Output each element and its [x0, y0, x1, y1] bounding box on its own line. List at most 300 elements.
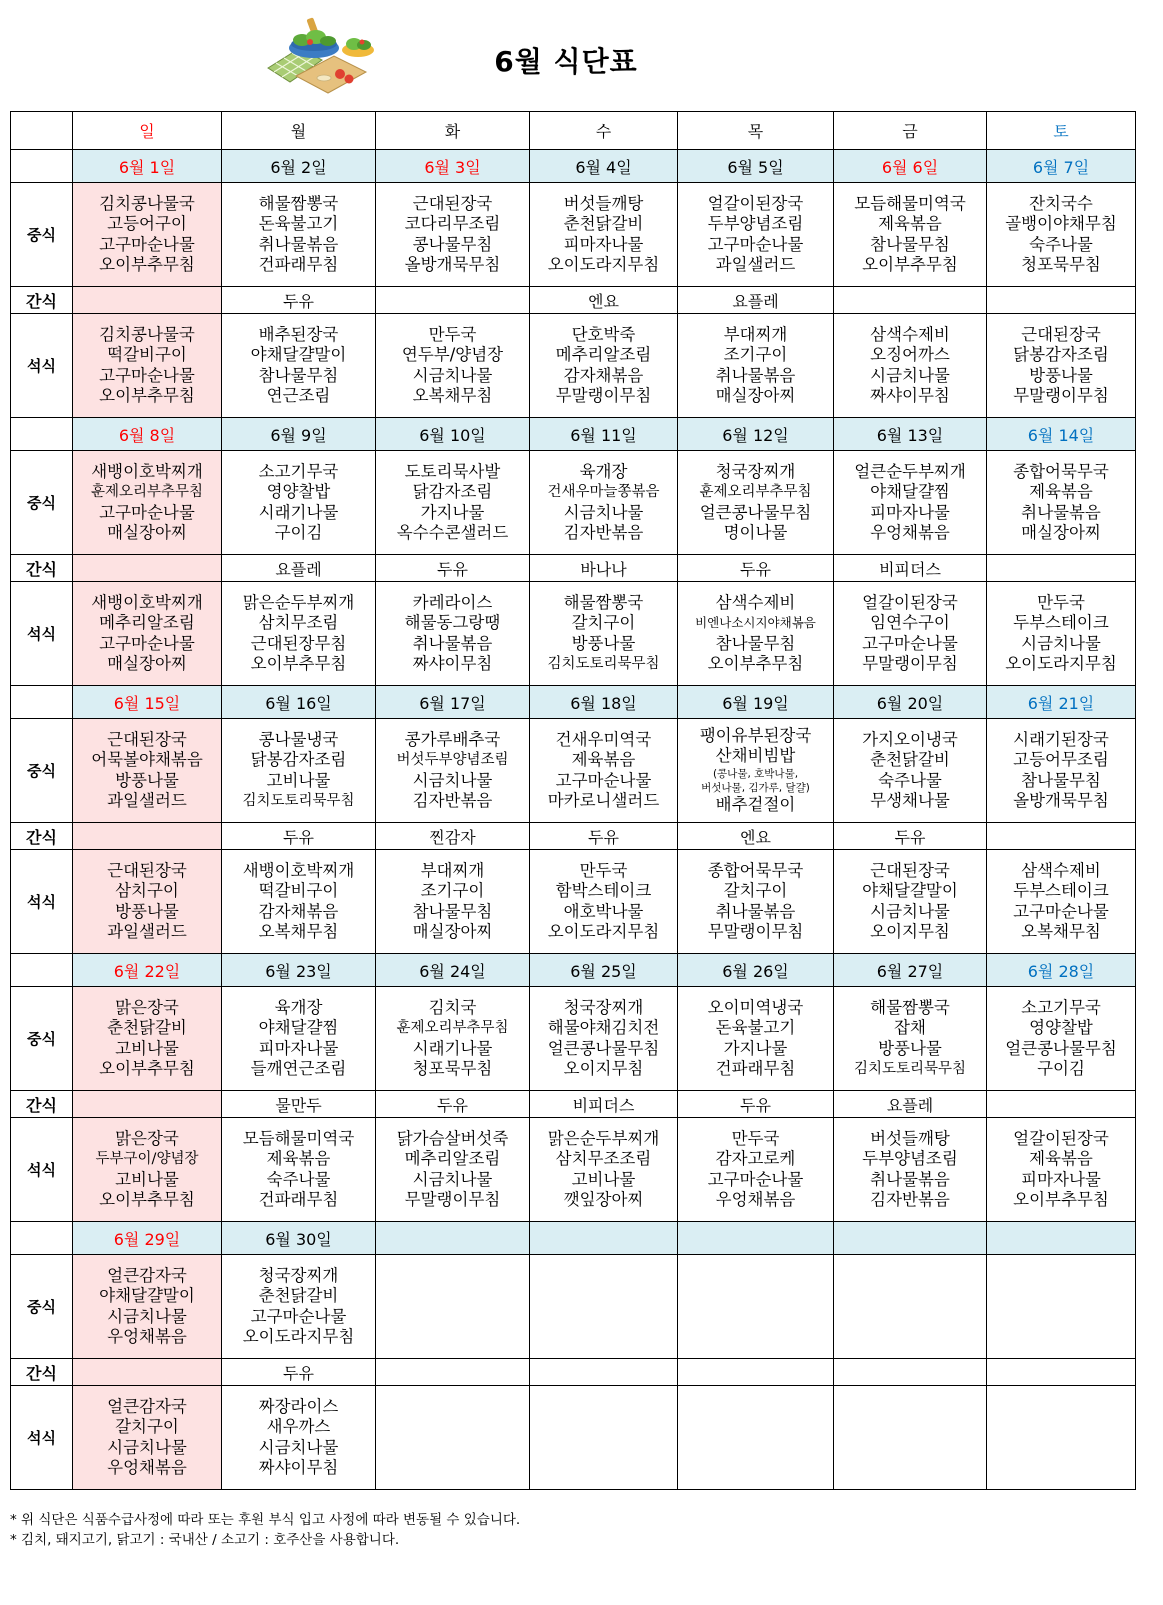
menu-item: 고구마순나물	[707, 1169, 804, 1189]
dinner-cell	[834, 850, 987, 954]
corner-cell	[11, 112, 73, 150]
menu-item: 새뱅이호박찌개	[91, 592, 203, 612]
date-cell: 6월 14일	[987, 418, 1136, 451]
menu-item: 맑은순두부찌개	[547, 1128, 660, 1148]
lunch-cell	[530, 987, 678, 1091]
menu-item: 종합어묵무국	[707, 860, 804, 880]
lunch-cell	[376, 1255, 530, 1359]
menu-item: 두부양념조림	[862, 1149, 958, 1168]
dinner-cell	[987, 314, 1136, 418]
dinner-cell	[73, 850, 222, 954]
menu-item: 새뱅이호박찌개	[91, 461, 203, 481]
snack-cell	[987, 1359, 1136, 1386]
snack-cell	[376, 287, 530, 314]
menu-item: 가지오이냉국	[862, 729, 958, 749]
lunch-cell	[834, 451, 987, 555]
menu-item: 삼색수제비	[715, 592, 796, 612]
menu-item: 산채비빔밥	[715, 746, 796, 766]
footnotes	[10, 1510, 520, 1550]
snack-cell: 찐감자	[376, 823, 530, 850]
menu-item: 고구마순나물	[99, 365, 195, 385]
menu-item: 야채달걀말이	[862, 881, 958, 900]
menu-item: 매실장아찌	[412, 922, 493, 941]
menu-item: 닭가슴살버섯죽	[396, 1128, 509, 1148]
menu-item: (콩나물, 호박나물,	[712, 767, 799, 780]
menu-item: 버섯두부양념조림	[396, 752, 509, 768]
dinner-label: 석식	[11, 1386, 73, 1490]
menu-item: 오이미역냉국	[707, 997, 804, 1017]
menu-item: 떡갈비구이	[107, 345, 187, 364]
menu-item: 명이나물	[723, 523, 788, 542]
menu-item: 야채달걀찜	[870, 482, 950, 501]
lunch-cell	[530, 719, 678, 823]
menu-item: 콩나물무침	[412, 234, 493, 254]
menu-item: 건파래무침	[715, 1059, 796, 1078]
menu-item: 조기구이	[723, 345, 788, 364]
snack-label: 간식	[11, 1091, 73, 1118]
menu-item: 무말랭이무침	[1013, 386, 1109, 405]
snack-cell: 비피더스	[834, 555, 987, 582]
menu-item: 오이도라지무침	[1005, 654, 1117, 673]
dinner-cell	[678, 314, 834, 418]
menu-item: 갈치구이	[115, 1417, 179, 1436]
menu-item: 근대된장국	[107, 860, 187, 880]
menu-item: 무말랭이무침	[555, 386, 652, 405]
date-cell: 6월 10일	[376, 418, 530, 451]
menu-item: 시금치나물	[1021, 633, 1101, 653]
menu-item: 잡채	[894, 1018, 926, 1037]
menu-item: 고구마순나물	[99, 502, 195, 522]
menu-item: 가지나물	[723, 1038, 788, 1058]
lunch-label: 중식	[11, 987, 73, 1091]
menu-item: 골뱅이야채무침	[1005, 214, 1117, 233]
lunch-cell	[73, 1255, 222, 1359]
lunch-cell	[987, 451, 1136, 555]
date-cell: 6월 27일	[834, 954, 987, 987]
menu-item: 삼치무조림	[258, 613, 339, 632]
lunch-cell	[376, 719, 530, 823]
lunch-cell	[222, 987, 376, 1091]
lunch-cell	[376, 183, 530, 287]
menu-item: 해물짬뽕국	[258, 193, 339, 213]
menu-item: 고구마순나물	[99, 633, 195, 653]
menu-item: 매실장아찌	[715, 386, 796, 405]
dinner-cell	[222, 314, 376, 418]
dinner-label: 석식	[11, 582, 73, 686]
menu-item: 감자채볶음	[258, 901, 339, 921]
menu-item: 모듬해물미역국	[242, 1128, 355, 1148]
menu-item: 메추리알조림	[99, 613, 195, 632]
menu-item: 시금치나물	[107, 1306, 187, 1326]
lunch-cell	[987, 1255, 1136, 1359]
snack-cell	[73, 287, 222, 314]
menu-item: 취나물볶음	[715, 365, 796, 385]
date-cell: 6월 30일	[222, 1222, 376, 1255]
menu-item: 짜샤이무침	[258, 1458, 339, 1477]
menu-item: 고비나물	[115, 1169, 179, 1189]
date-cell: 6월 26일	[678, 954, 834, 987]
menu-item: 버섯들깨탕	[563, 193, 644, 213]
dinner-cell	[222, 582, 376, 686]
menu-item: 오복채무침	[258, 922, 339, 941]
lunch-label: 중식	[11, 1255, 73, 1359]
snack-cell: 두유	[376, 555, 530, 582]
date-cell: 6월 25일	[530, 954, 678, 987]
menu-item: 훈제오리부추무침	[90, 484, 204, 500]
menu-item: 고등어구이	[107, 214, 187, 233]
date-cell: 6월 4일	[530, 150, 678, 183]
snack-cell: 요플레	[222, 555, 376, 582]
dinner-cell	[530, 850, 678, 954]
snack-cell	[834, 287, 987, 314]
menu-item: 참나물무침	[870, 234, 950, 254]
menu-item: 애호박나물	[563, 901, 644, 921]
menu-item: 청국장찌개	[715, 461, 796, 481]
lunch-cell	[530, 183, 678, 287]
menu-item: 부대찌개	[420, 860, 485, 880]
menu-item: 김치콩나물국	[99, 193, 195, 213]
menu-item: 오이부추무침	[99, 1059, 195, 1078]
menu-item: 얼큰콩나물무침	[699, 502, 812, 522]
date-cell: 6월 9일	[222, 418, 376, 451]
menu-item: 무말랭이무침	[707, 922, 804, 941]
date-cell: 6월 8일	[73, 418, 222, 451]
date-cell: 6월 28일	[987, 954, 1136, 987]
menu-item: 올방개묵무침	[1013, 791, 1109, 810]
menu-item: 무말랭이무침	[862, 654, 958, 673]
menu-item: 근대된장국	[1021, 324, 1101, 344]
menu-item: 근대된장국	[412, 193, 493, 213]
menu-item: 오복채무침	[1021, 922, 1101, 941]
date-cell: 6월 23일	[222, 954, 376, 987]
snack-cell: 엔요	[678, 823, 834, 850]
week-1-date-row	[11, 150, 1136, 183]
date-row-label	[11, 1222, 73, 1255]
lunch-cell	[73, 451, 222, 555]
menu-item: 두부스테이크	[1013, 613, 1109, 632]
menu-item: 고구마순나물	[862, 633, 958, 653]
menu-item: 시금치나물	[870, 365, 950, 385]
menu-item: 시금치나물	[107, 1437, 187, 1457]
menu-item: 고구마순나물	[555, 770, 652, 790]
dinner-cell	[530, 314, 678, 418]
date-cell: 6월 21일	[987, 686, 1136, 719]
weekly-menu-table	[10, 111, 1136, 1490]
menu-item: 깻잎장아찌	[563, 1190, 644, 1209]
dinner-cell	[222, 1118, 376, 1222]
menu-item: 짜샤이무침	[412, 654, 493, 673]
dinner-cell	[376, 850, 530, 954]
date-cell: 6월 3일	[376, 150, 530, 183]
menu-item: 피마자나물	[870, 502, 950, 522]
menu-item: 마카로니샐러드	[547, 791, 660, 810]
lunch-cell	[834, 719, 987, 823]
menu-item: 콩가루배추국	[404, 729, 501, 749]
menu-item: 김자반볶음	[870, 1190, 950, 1209]
menu-item: 시금치나물	[870, 901, 950, 921]
menu-item: 제육볶음	[1029, 482, 1093, 501]
menu-item: 우엉채볶음	[715, 1190, 796, 1209]
menu-item: 방풍나물	[115, 901, 179, 921]
menu-item: 피마자나물	[258, 1038, 339, 1058]
menu-item: 시금치나물	[258, 1437, 339, 1457]
dinner-cell	[834, 1386, 987, 1490]
dinner-cell	[678, 850, 834, 954]
date-cell: 6월 1일	[73, 150, 222, 183]
lunch-cell	[678, 719, 834, 823]
menu-item: 근대된장무침	[250, 633, 347, 653]
dinner-cell	[987, 1386, 1136, 1490]
snack-cell	[987, 823, 1136, 850]
menu-item: 얼큰순두부찌개	[854, 461, 966, 481]
lunch-cell	[376, 451, 530, 555]
date-cell	[987, 1222, 1136, 1255]
date-cell: 6월 22일	[73, 954, 222, 987]
menu-item: 육개장	[579, 461, 628, 481]
menu-item: 오이부추무침	[99, 255, 195, 274]
menu-item: 오복채무침	[412, 386, 493, 405]
menu-item: 우엉채볶음	[107, 1458, 187, 1477]
snack-cell	[834, 1359, 987, 1386]
lunch-cell	[987, 719, 1136, 823]
menu-item: 방풍나물	[878, 1038, 942, 1058]
week-4-dinner-row	[11, 1118, 1136, 1222]
lunch-cell	[73, 183, 222, 287]
week-3-date-row	[11, 686, 1136, 719]
dinner-cell	[987, 1118, 1136, 1222]
menu-item: 근대된장국	[107, 729, 187, 749]
menu-item: 김자반볶음	[412, 791, 493, 810]
menu-item: 참나물무침	[1021, 770, 1101, 790]
dinner-cell	[222, 1386, 376, 1490]
date-cell: 6월 12일	[678, 418, 834, 451]
menu-item: 매실장아찌	[1021, 523, 1101, 542]
menu-item: 청국장찌개	[563, 997, 644, 1017]
menu-item: 영양찰밥	[1029, 1018, 1093, 1037]
menu-item: 오이지무침	[870, 922, 950, 941]
menu-item: 닭봉감자조림	[1013, 345, 1109, 364]
menu-item: 숙주나물	[878, 770, 942, 790]
date-cell	[678, 1222, 834, 1255]
menu-item: 만두국	[579, 860, 628, 880]
salad-bowl-icon	[266, 16, 380, 94]
week-3-dinner-row	[11, 850, 1136, 954]
menu-item: 오이부추무침	[99, 1190, 195, 1209]
menu-item: 시금치나물	[412, 365, 493, 385]
dinner-cell	[678, 1386, 834, 1490]
menu-item: 춘천닭갈비	[563, 214, 644, 233]
menu-item: 숙주나물	[266, 1169, 331, 1189]
menu-item: 방풍나물	[571, 633, 636, 653]
menu-item: 매실장아찌	[107, 523, 187, 542]
menu-item: 춘천닭갈비	[107, 1018, 187, 1037]
menu-item: 가지나물	[420, 502, 485, 522]
menu-item: 오이부추무침	[99, 386, 195, 405]
menu-item: 두부스테이크	[1013, 881, 1109, 900]
day-header: 일	[73, 112, 222, 150]
lunch-cell	[678, 183, 834, 287]
menu-item: 제육볶음	[571, 750, 636, 769]
lunch-cell	[678, 1255, 834, 1359]
menu-item: 배추겉절이	[715, 794, 796, 814]
dinner-cell	[530, 1118, 678, 1222]
menu-item: 만두국	[428, 324, 477, 344]
menu-item: 얼큰콩나물무침	[1005, 1038, 1117, 1058]
menu-item: 훈제오리부추무침	[396, 1020, 509, 1036]
date-cell: 6월 6일	[834, 150, 987, 183]
dinner-label: 석식	[11, 1118, 73, 1222]
menu-item: 함박스테이크	[555, 881, 652, 900]
week-4-lunch-row	[11, 987, 1136, 1091]
menu-item: 해물짬뽕국	[563, 592, 644, 612]
week-2-lunch-row	[11, 451, 1136, 555]
menu-item: 닭봉감자조림	[250, 750, 347, 769]
lunch-cell	[678, 987, 834, 1091]
menu-item: 새뱅이호박찌개	[242, 860, 355, 880]
snack-cell: 두유	[530, 823, 678, 850]
menu-item: 무생채나물	[870, 791, 950, 810]
menu-item: 방풍나물	[1029, 365, 1093, 385]
date-row-label	[11, 418, 73, 451]
menu-item: 배추된장국	[258, 324, 339, 344]
menu-item: 해물짬뽕국	[870, 997, 950, 1017]
menu-item: 종합어묵무국	[1013, 461, 1109, 481]
menu-item: 청포묵무침	[1021, 255, 1101, 274]
footnote-2: * 김치, 돼지고기, 닭고기 : 국내산 / 소고기 : 호주산을 사용합니다.	[10, 1532, 400, 1548]
menu-item: 카레라이스	[412, 592, 493, 612]
menu-item: 시금치나물	[412, 1169, 493, 1189]
menu-item: 맑은장국	[115, 1128, 179, 1148]
snack-label: 간식	[11, 555, 73, 582]
date-cell: 6월 5일	[678, 150, 834, 183]
snack-cell	[987, 555, 1136, 582]
snack-cell: 두유	[222, 1359, 376, 1386]
menu-item: 고등어무조림	[1013, 750, 1109, 769]
menu-item: 구이김	[1037, 1059, 1085, 1078]
week-2-dinner-row	[11, 582, 1136, 686]
menu-item: 시래기나물	[412, 1038, 493, 1058]
menu-item: 갈치구이	[723, 881, 788, 900]
week-5-lunch-row	[11, 1255, 1136, 1359]
menu-item: 김치도토리묵무침	[853, 1061, 967, 1077]
snack-cell: 두유	[678, 555, 834, 582]
snack-cell: 두유	[678, 1091, 834, 1118]
snack-cell: 엔요	[530, 287, 678, 314]
lunch-label: 중식	[11, 719, 73, 823]
menu-item: 제육볶음	[878, 214, 942, 233]
menu-item: 오이부추무침	[250, 654, 347, 673]
menu-item: 잔치국수	[1029, 193, 1093, 213]
menu-item: 부대찌개	[723, 324, 788, 344]
dinner-cell	[834, 582, 987, 686]
menu-item: 취나물볶음	[412, 633, 493, 653]
menu-item: 맑은장국	[115, 997, 179, 1017]
menu-item: 얼갈이된장국	[862, 592, 958, 612]
snack-cell: 요플레	[678, 287, 834, 314]
menu-item: 취나물볶음	[1021, 502, 1101, 522]
dinner-cell	[73, 1386, 222, 1490]
date-row-label	[11, 954, 73, 987]
menu-item: 고비나물	[266, 770, 331, 790]
snack-cell	[73, 1359, 222, 1386]
dinner-label: 석식	[11, 314, 73, 418]
week-3-lunch-row	[11, 719, 1136, 823]
day-header: 월	[222, 112, 376, 150]
snack-cell: 바나나	[530, 555, 678, 582]
week-5-date-row	[11, 1222, 1136, 1255]
day-header: 수	[530, 112, 678, 150]
menu-item: 김치도토리묵무침	[242, 793, 355, 809]
lunch-cell	[987, 987, 1136, 1091]
menu-item: 얼큰콩나물무침	[547, 1038, 660, 1058]
week-2-snack-row	[11, 555, 1136, 582]
week-4-snack-row	[11, 1091, 1136, 1118]
snack-label: 간식	[11, 823, 73, 850]
date-cell: 6월 29일	[73, 1222, 222, 1255]
dinner-cell	[678, 582, 834, 686]
menu-item: 메추리알조림	[555, 345, 652, 364]
dinner-cell	[376, 582, 530, 686]
lunch-cell	[834, 183, 987, 287]
menu-item: 오이지무침	[563, 1059, 644, 1078]
menu-item: 어묵볼야채볶음	[91, 750, 203, 769]
snack-cell: 두유	[222, 287, 376, 314]
snack-cell: 두유	[376, 1091, 530, 1118]
menu-item: 삼색수제비	[870, 324, 950, 344]
snack-cell: 두유	[222, 823, 376, 850]
dinner-cell	[834, 1118, 987, 1222]
lunch-cell	[530, 451, 678, 555]
day-header-row	[11, 112, 1136, 150]
menu-item: 춘천닭갈비	[258, 1286, 339, 1305]
lunch-cell	[678, 451, 834, 555]
lunch-cell	[987, 183, 1136, 287]
lunch-cell	[834, 987, 987, 1091]
menu-item: 고구마순나물	[250, 1306, 347, 1326]
menu-item: 해물동그랑땡	[404, 613, 501, 632]
menu-item: 짜샤이무침	[870, 386, 950, 405]
date-cell: 6월 15일	[73, 686, 222, 719]
dinner-cell	[987, 582, 1136, 686]
date-cell	[376, 1222, 530, 1255]
lunch-cell	[834, 1255, 987, 1359]
menu-item: 짜장라이스	[258, 1396, 339, 1416]
menu-item: 과일샐러드	[715, 255, 796, 274]
menu-item: 닭감자조림	[412, 482, 493, 501]
snack-cell	[987, 287, 1136, 314]
week-4-date-row	[11, 954, 1136, 987]
date-cell: 6월 24일	[376, 954, 530, 987]
menu-item: 돈육불고기	[258, 214, 339, 233]
menu-item: 시래기나물	[258, 502, 339, 522]
menu-item: 야채달걀말이	[250, 345, 347, 364]
snack-cell: 물만두	[222, 1091, 376, 1118]
footnote-1: * 위 식단은 식품수급사정에 따라 또는 후원 부식 입고 사정에 따라 변동될 수 있습니다.	[10, 1512, 521, 1528]
date-cell: 6월 19일	[678, 686, 834, 719]
snack-cell	[678, 1359, 834, 1386]
menu-item: 메추리알조림	[404, 1149, 501, 1168]
dinner-cell	[222, 850, 376, 954]
dinner-cell	[73, 1118, 222, 1222]
dinner-cell	[987, 850, 1136, 954]
menu-item: 건파래무침	[258, 1190, 339, 1209]
dinner-label: 석식	[11, 850, 73, 954]
day-header: 화	[376, 112, 530, 150]
menu-item: 육개장	[274, 997, 323, 1017]
date-row-label	[11, 686, 73, 719]
day-header: 토	[987, 112, 1136, 150]
menu-item: 청포묵무침	[412, 1059, 493, 1078]
